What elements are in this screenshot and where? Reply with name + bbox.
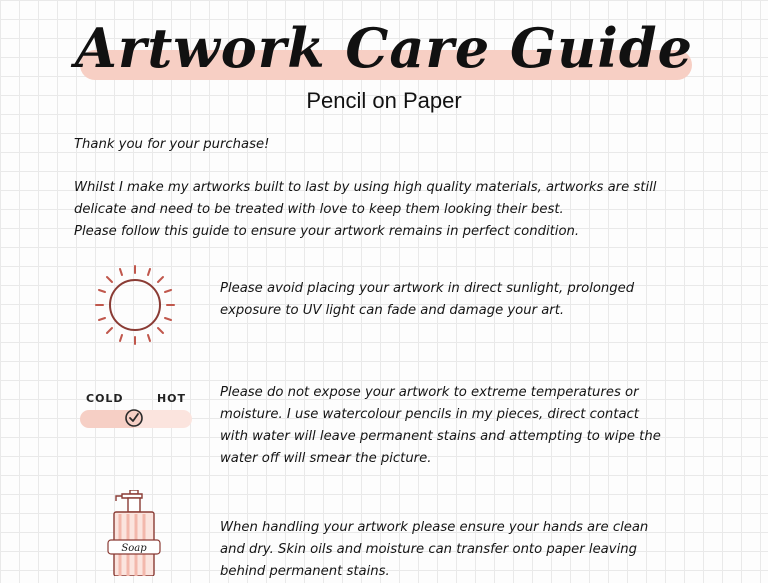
tip-line: moisture. I use watercolour pencils in my pieces, direct contact	[220, 407, 639, 422]
hot-label: HOT	[156, 392, 186, 405]
page-subtitle: Pencil on Paper	[306, 88, 462, 113]
cold-label: COLD	[86, 392, 124, 405]
soap-bottle-icon	[102, 490, 168, 576]
soap-label: Soap	[121, 543, 147, 554]
tip-line: with water will leave permanent stains and attempting to wipe the	[220, 429, 661, 444]
page-title: Artwork Care Guide	[74, 16, 694, 80]
check-circle-icon	[124, 408, 144, 428]
sun-icon	[92, 262, 178, 348]
tip-line: exposure to UV light can fade and damage your art.	[220, 303, 565, 318]
tip-sunlight-text	[220, 278, 690, 322]
intro-paragraph	[74, 177, 734, 243]
intro-line: delicate and need to be treated with love to keep them looking their best.	[74, 202, 564, 217]
tip-line: water off will smear the picture.	[220, 451, 432, 466]
tip-temperature-text	[220, 382, 690, 470]
tip-line: Please avoid placing your artwork in direct sunlight, prolonged	[220, 281, 635, 296]
tip-handling-text	[220, 517, 690, 583]
tip-line: Please do not expose your artwork to extreme temperatures or	[220, 385, 639, 400]
intro-line: Please follow this guide to ensure your artwork remains in perfect condition.	[74, 224, 580, 239]
intro-thanks: Thank you for your purchase!	[74, 137, 270, 152]
tip-line: behind permanent stains.	[220, 564, 390, 579]
thermometer-icon	[80, 390, 192, 432]
intro-line: Whilst I make my artworks built to last by using high quality materials, artworks are still	[74, 180, 657, 195]
tip-line: When handling your artwork please ensure your hands are clean	[220, 520, 649, 535]
tip-line: and dry. Skin oils and moisture can transfer onto paper leaving	[220, 542, 637, 557]
